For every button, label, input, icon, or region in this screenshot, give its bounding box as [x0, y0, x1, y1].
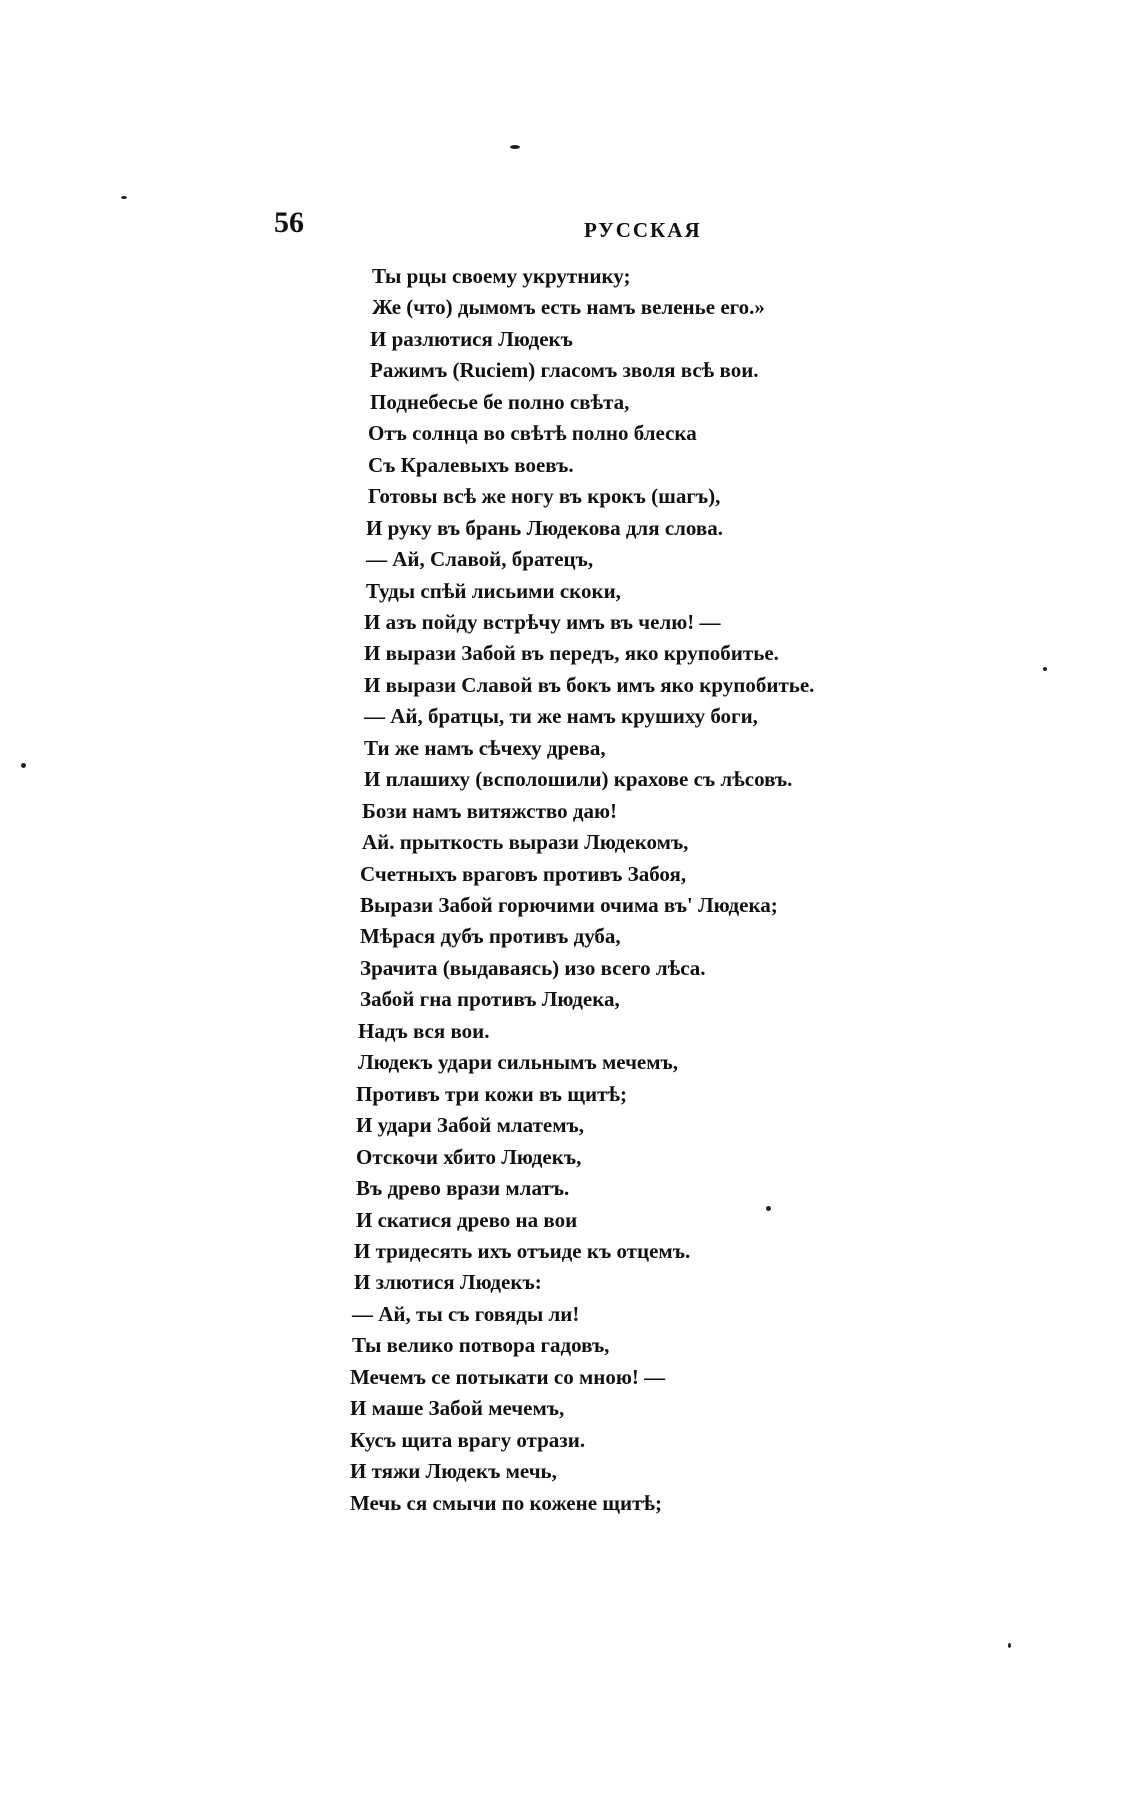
verse-line: Поднебесье бе полно свѣта, — [370, 389, 630, 414]
verse-line: Кусъ щита врагу отрази. — [350, 1427, 586, 1452]
verse-line: Мечемъ се потыкати со мною! — — [350, 1364, 666, 1389]
verse-line: Отскочи хбито Людекъ, — [356, 1144, 582, 1169]
verse-line: Мечь ся смычи по кожене щитѣ; — [350, 1490, 663, 1515]
verse-line: Отъ солнца во свѣтѣ полно блеска — [368, 421, 697, 446]
verse-line: Же (что) дымомъ есть намъ веленье его.» — [372, 295, 765, 320]
verse-line: Ты рцы своему укрутнику; — [372, 264, 631, 288]
verse-line: Противъ три кожи въ щитѣ; — [356, 1081, 627, 1106]
verse-line: И вырази Забой въ передъ, яко крупобитье. — [364, 641, 779, 666]
scan-speck — [766, 1206, 771, 1211]
verse-line: И вырази Славой въ бокъ имъ яко крупобитье. — [364, 672, 815, 697]
scan-speck — [510, 145, 520, 149]
verse-line: И тридесять ихъ отъиде къ отцемъ. — [354, 1238, 691, 1263]
page-number: 56 — [274, 206, 304, 239]
scan-speck — [121, 196, 127, 199]
verse-line: И маше Забой мечемъ, — [350, 1396, 565, 1421]
verse-line: — Ай, братцы, ти же намъ крушиху боги, — [364, 704, 758, 729]
verse-line: Счетныхъ враговъ противъ Забоя, — [360, 861, 687, 886]
verse-line: И руку въ брань Людекова для слова. — [366, 515, 723, 540]
scan-speck — [1008, 1643, 1011, 1648]
scan-speck — [21, 763, 26, 768]
verse-line: Съ Кралевыхъ воевъ. — [368, 452, 574, 477]
verse-line: И тяжи Людекъ мечь, — [350, 1459, 557, 1484]
verse-line: Бози намъ витяжство даю! — [362, 798, 618, 823]
verse-line: И удари Забой млатемъ, — [356, 1113, 585, 1138]
verse-line: Ти же намъ сѣчеху древа, — [364, 735, 606, 760]
verse-line: И злютися Людекъ: — [354, 1270, 542, 1295]
verse-line: И разлютися Людекъ — [370, 326, 573, 351]
verse-line: Зрачита (выдаваясь) изо всего лѣса. — [360, 955, 706, 980]
verse-line: — Ай, Славой, братецъ, — [366, 547, 594, 572]
verse-line: Вырази Забой горючими очима въ' Людека; — [360, 893, 778, 917]
running-head: РУССКАЯ — [584, 218, 702, 242]
verse-line: Забой гна противъ Людека, — [360, 987, 620, 1012]
verse-line: Мѣрася дубъ противъ дуба, — [360, 924, 621, 949]
scan-speck — [1043, 667, 1047, 671]
verse-line: Туды спѣй лисьими скоки, — [366, 578, 621, 603]
verse-line: Въ древо врази млатъ. — [356, 1176, 570, 1201]
verse-line: Людекъ удари сильнымъ мечемъ, — [358, 1050, 679, 1075]
verse-line: Ражимъ (Ruciem) гласомъ зволя всѣ вои. — [370, 358, 759, 383]
verse-line: Надъ вся вои. — [358, 1018, 490, 1043]
verse-line: Ай. прыткость вырази Людекомъ, — [362, 830, 689, 855]
verse-line: И плашиху (всполошили) крахове съ лѣсовъ. — [364, 767, 793, 792]
verse-line: Готовы всѣ же ногу въ крокъ (шагъ), — [368, 484, 721, 509]
verse-line: И азъ пойду встрѣчу имъ въ челю! — — [364, 609, 721, 634]
verse-line: Ты велико потвора гадовъ, — [352, 1333, 610, 1358]
verse-line: — Ай, ты съ говяды ли! — [352, 1301, 580, 1326]
verse-line: И скатися древо на вои — [356, 1207, 578, 1232]
